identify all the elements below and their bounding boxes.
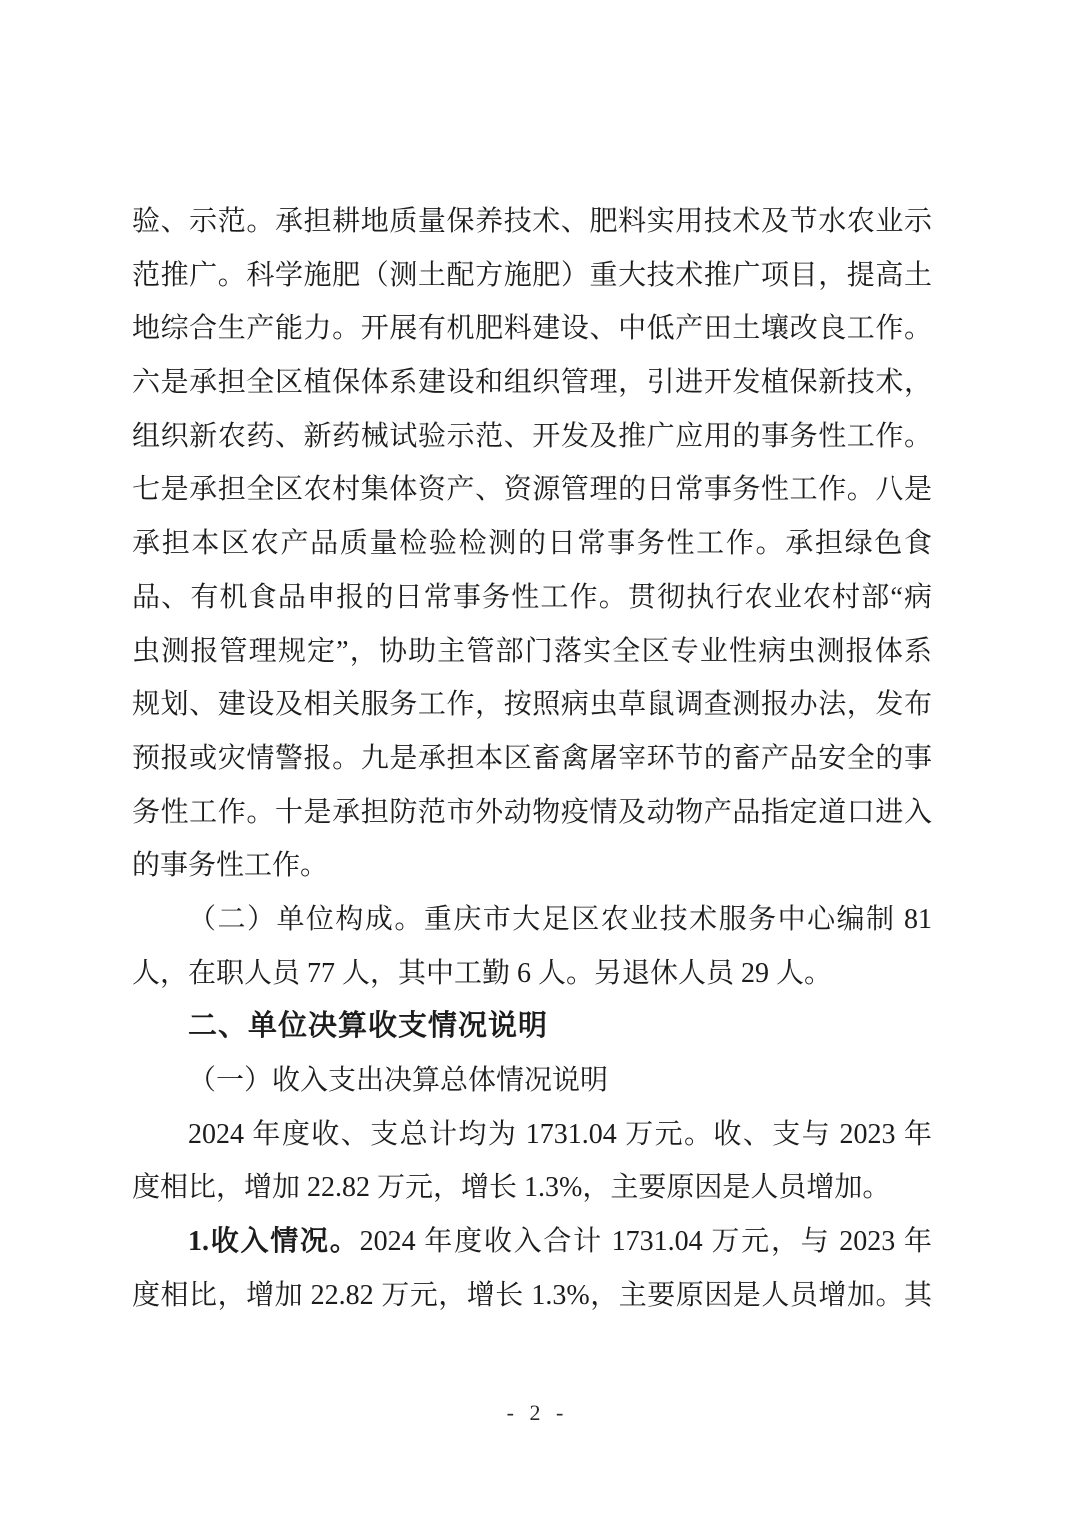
- body-text-line: 七是承担全区农村集体资产、资源管理的日常事务性工作。八是: [132, 474, 932, 506]
- document-body: [132, 195, 932, 1322]
- body-text-line: 范推广。科学施肥（测土配方施肥）重大技术推广项目，提高土: [132, 259, 932, 291]
- body-text-line: 2024 年度收、支总计均为 1731.04 万元。收、支与 2023 年: [188, 1118, 932, 1150]
- body-text-line: 虫测报管理规定”，协助主管部门落实全区专业性病虫测报体系: [132, 635, 932, 667]
- body-text-line: 规划、建设及相关服务工作，按照病虫草鼠调查测报办法，发布: [132, 689, 932, 721]
- body-text-line: 地综合生产能力。开展有机肥料建设、中低产田土壤改良工作。: [132, 313, 932, 345]
- page-number: - 2 -: [506, 1400, 569, 1425]
- body-text-line: 承担本区农产品质量检验检测的日常事务性工作。承担绿色食: [132, 528, 932, 560]
- subsection-heading-line: （一）收入支出决算总体情况说明: [188, 1065, 609, 1096]
- body-text-line: 验、示范。承担耕地质量保养技术、肥料实用技术及节水农业示: [132, 206, 932, 237]
- body-text-line: 六是承担全区植保体系建设和组织管理，引进开发植保新技术，: [132, 367, 932, 399]
- body-text-line: 的事务性工作。: [132, 850, 329, 882]
- body-text-line: 务性工作。十是承担防范市外动物疫情及动物产品指定道口进入: [132, 796, 932, 828]
- body-text-line: 1.收入情况。2024 年度收入合计 1731.04 万元，与 2023 年: [188, 1226, 932, 1258]
- bold-lead-text: 1.收入情况。: [188, 1226, 360, 1258]
- section-heading-line: 二、单位决算收支情况说明: [188, 1010, 549, 1043]
- body-text-line: 组织新农药、新药械试验示范、开发及推广应用的事务性工作。: [132, 420, 932, 452]
- body-text-line: 品、有机食品申报的日常事务性工作。贯彻执行农业农村部“病: [132, 581, 932, 613]
- body-text-line: 人，在职人员 77 人，其中工勤 6 人。另退休人员 29 人。: [132, 957, 833, 989]
- body-text-line: （二）单位构成。重庆市大足区农业技术服务中心编制 81: [188, 903, 932, 935]
- body-text-line: 度相比，增加 22.82 万元，增长 1.3%，主要原因是人员增加。: [132, 1172, 891, 1204]
- body-text-line: 度相比，增加 22.82 万元，增长 1.3%，主要原因是人员增加。其: [132, 1279, 932, 1311]
- body-text-line: 预报或灾情警报。九是承担本区畜禽屠宰环节的畜产品安全的事: [132, 742, 932, 774]
